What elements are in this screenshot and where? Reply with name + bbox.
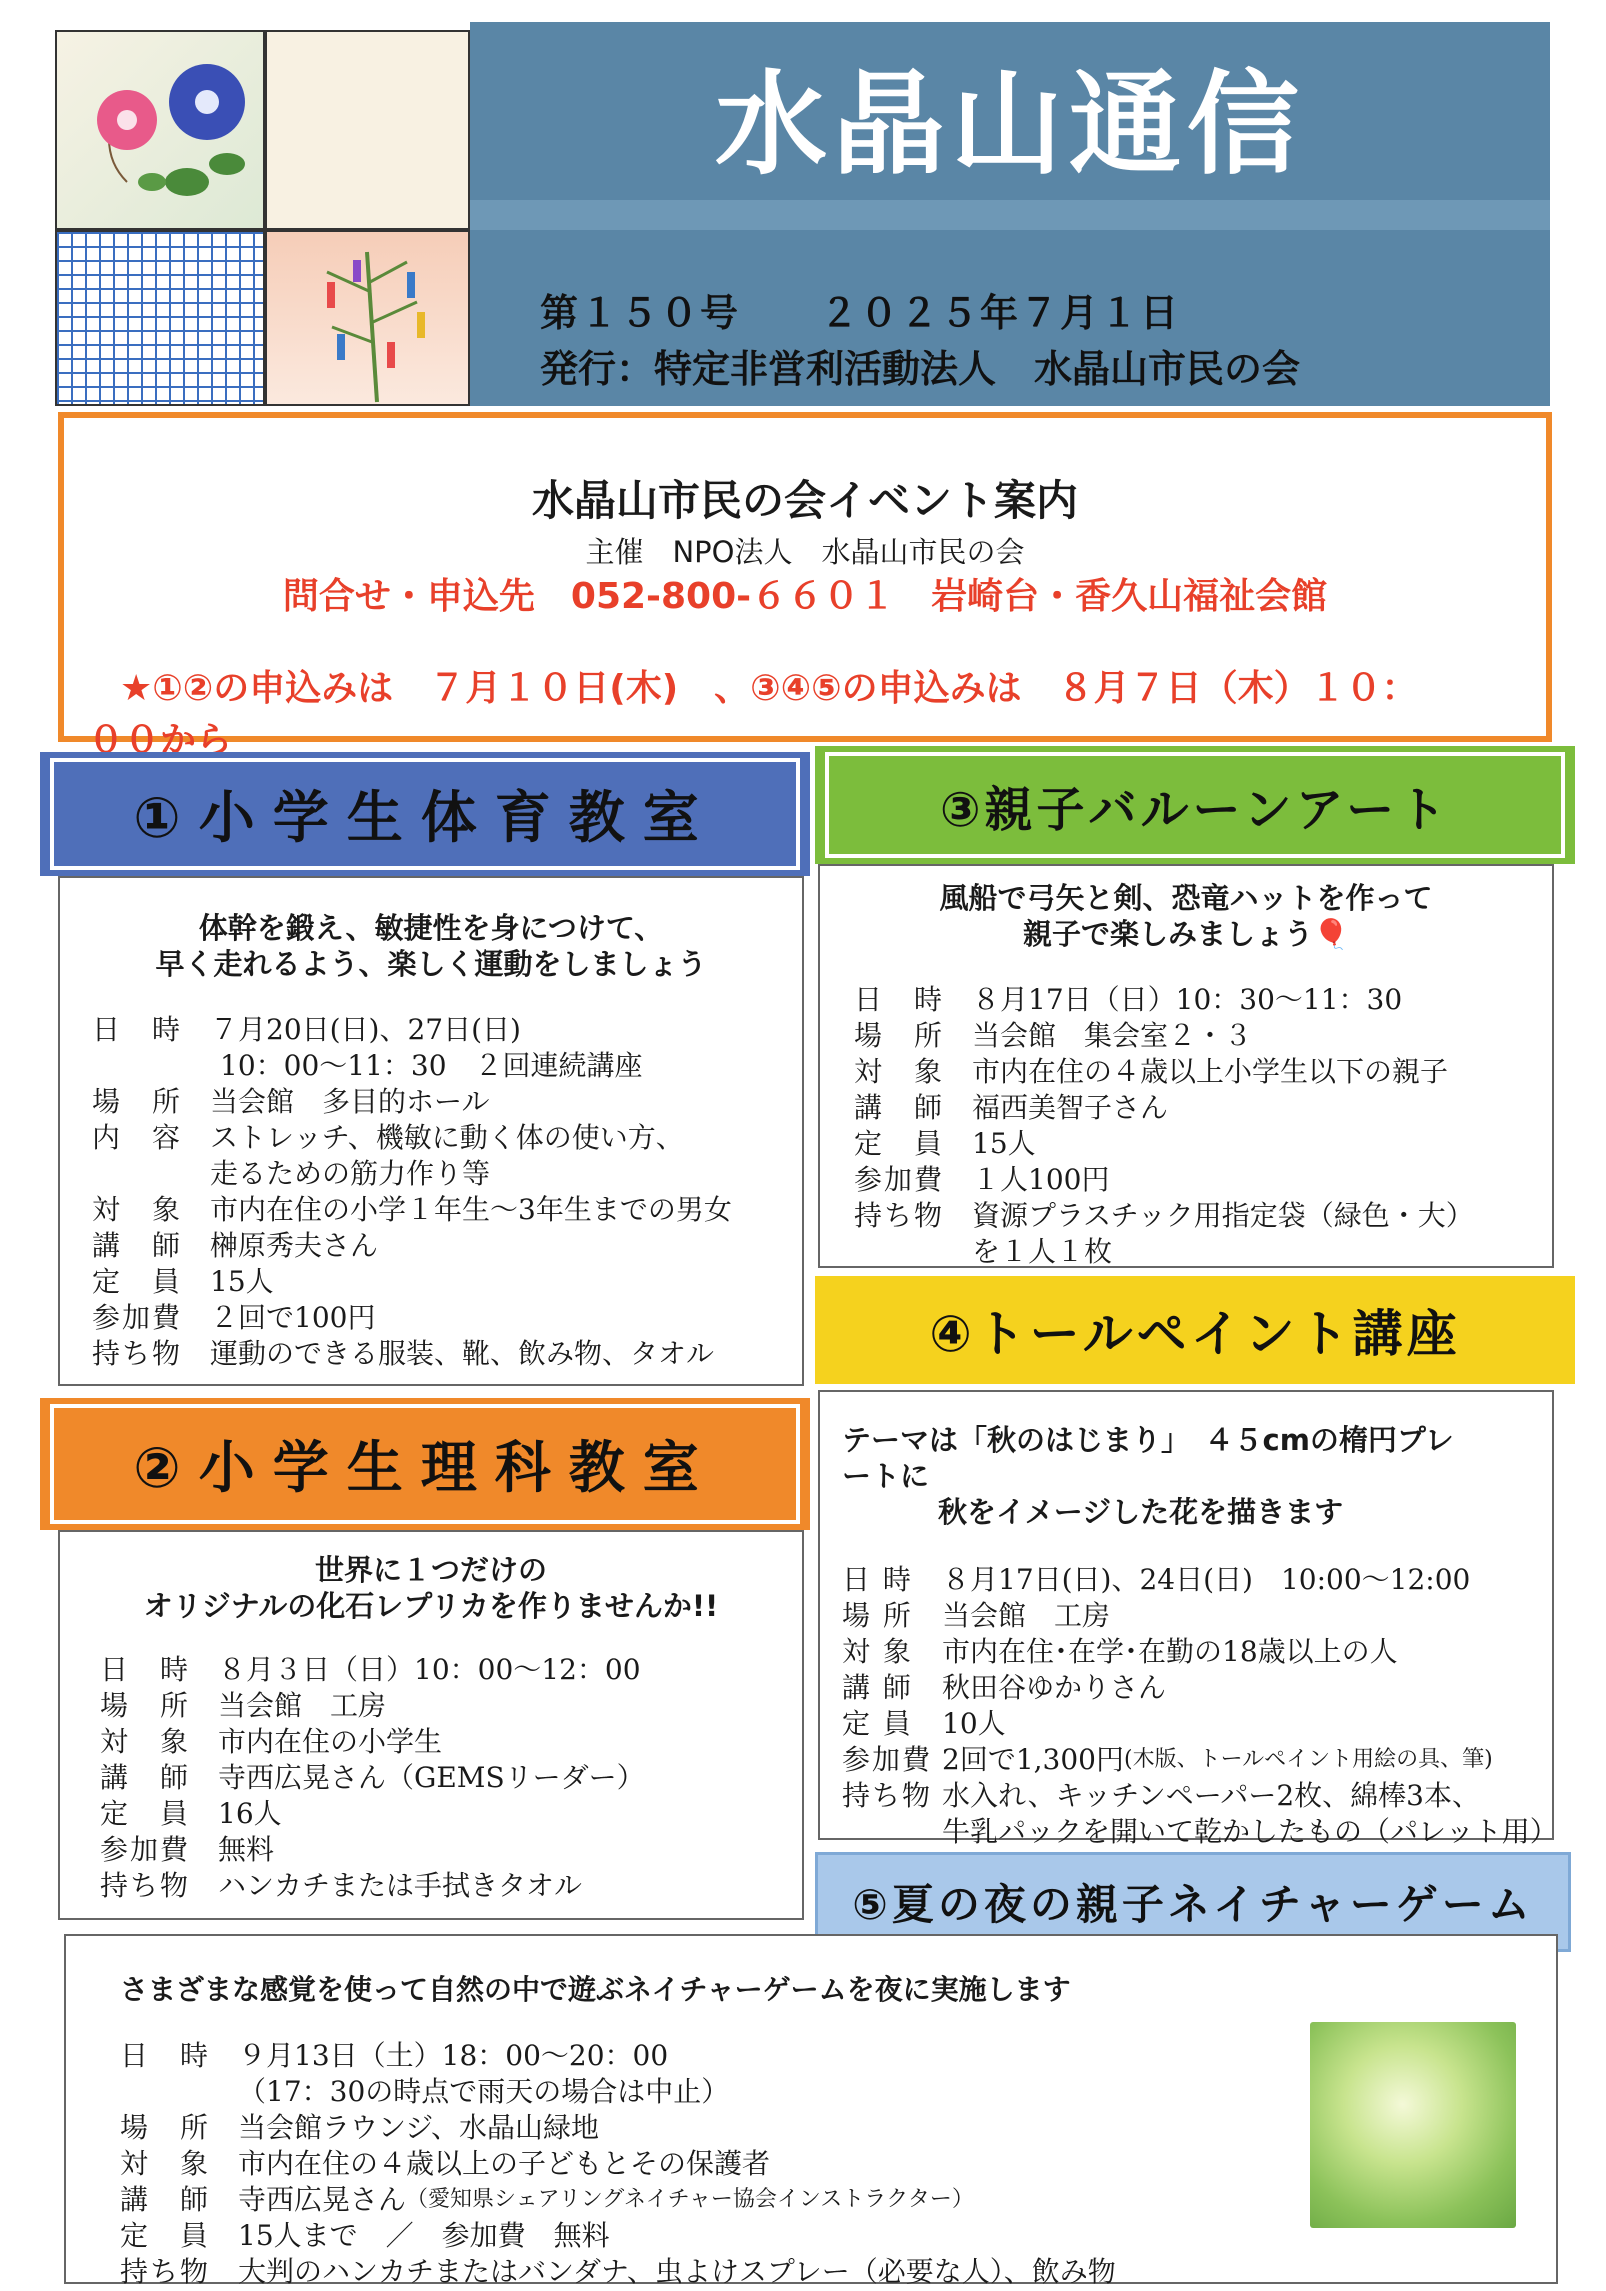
detail-row: 場 所 当会館 集会室２・３ [854,1019,1253,1052]
detail-row: 牛乳パックを開いて乾かしたもの（パレット用） [942,1815,1558,1848]
detail-row: 定 員 15人 [92,1265,274,1298]
detail-row: 対 象 市内在住の小学１年生～3年生までの男女 [92,1193,732,1226]
cream-tile [265,30,470,230]
detail-row: 参加費 １人100円 [854,1163,1110,1196]
detail-row: 対 象 市内在住の４歳以上小学生以下の親子 [854,1055,1449,1088]
detail-row: 日 時 ９月13日（土）18：00～20：00 [120,2039,669,2072]
event-4-box [818,1390,1558,1848]
detail-row: 日 時 ８月３日（日）10：00～12：00 [100,1653,641,1686]
detail-row: 場 所 当会館ラウンジ、水晶山緑地 [120,2111,600,2144]
detail-row: 講 師 寺西広晃さん （愛知県シェアリングネイチャー協会インストラクター） [120,2183,974,2216]
green-leaves-photo [1310,2022,1516,2228]
detail-row: 定 員 15人まで ／ 参加費 無料 [120,2219,610,2252]
detail-row: 内 容 ストレッチ、機敏に動く体の使い方、 [92,1121,684,1154]
detail-row: 持ち物 大判のハンカチまたはバンダナ、虫よけスプレー（必要な人）、飲み物 [120,2255,1116,2288]
detail-row: 講 師 寺西広晃さん（GEMSリーダー） [100,1761,645,1794]
detail-row: 走るための筋力作り等 [210,1157,491,1190]
event-guide-contact: 問合せ・申込先 052-800-６６０１ 岩崎台・香久山福祉会館 [282,576,1328,617]
event-5-lead: さまざまな感覚を使って自然の中で遊ぶネイチャーゲームを夜に実施します [120,1973,1071,2006]
detail-row: 場 所 当会館 工房 [100,1689,387,1722]
detail-row: 日 時 ７月20日(日)、27日(日) [92,1013,521,1046]
detail-row: （17：30の時点で雨天の場合は中止） [238,2075,730,2108]
event-4-lead: テーマは「秋のはじまり」 ４５cmの楕円プレ ートに 秋をイメージした花を描きます [842,1423,1454,1529]
detail-row: 持ち物 資源プラスチック用指定袋（緑色・大） [854,1199,1474,1232]
detail-row: 対 象 市内在住･在学･在勤の18歳以上の人 [842,1635,1398,1668]
detail-row: 定 員 10人 [842,1707,1006,1740]
publisher-line: 発行：特定非営利活動法人 水晶山市民の会 [540,347,1301,391]
detail-row: 対 象 市内在住の４歳以上の子どもとその保護者 [120,2147,771,2180]
issue-line: 第１５０号 ２０２５年７月１日 [540,291,1181,335]
event-1-lead: 体幹を鍛え、敏捷性を身につけて、 早く走れるよう、楽しく運動をしましょう [155,911,707,981]
application-note: ★①②の申込みは ７月１０日(木) 、③④⑤の申込みは ８月７日（木）１０： [120,668,1418,709]
detail-row: 定 員 16人 [100,1797,282,1830]
tanabata-illustration [265,230,470,406]
detail-row: 対 象 市内在住の小学生 [100,1725,443,1758]
detail-row: 参加費 ２回で100円 [92,1301,376,1334]
event-2-lead: 世界に１つだけの オリジナルの化石レプリカを作りませんか!! [143,1553,719,1623]
detail-row: 日 時 ８月17日(日)、24日(日) 10:00～12:00 [842,1563,1471,1596]
newsletter-title: 水晶山通信 [715,60,1305,190]
event-3-header: ③親子バルーンアート [815,746,1575,864]
event-1-header: ①小学生体育教室 [40,752,810,876]
detail-row: 持ち物 運動のできる服装、靴、飲み物、タオル [92,1337,715,1370]
detail-row: 定 員 15人 [854,1127,1036,1160]
detail-row: を１人１枚 [972,1235,1113,1268]
detail-row: 日 時 ８月17日（日）10：30～11：30 [854,983,1403,1016]
event-4-details [842,1562,1558,1850]
detail-row: 持ち物 水入れ、キッチンペーパー2枚、綿棒3本、 [842,1779,1480,1812]
blue-grid-tile [55,230,265,406]
morning-glory-illustration [55,30,265,230]
event-2-details [100,1652,802,1904]
event-guide-title: 水晶山市民の会イベント案内 [531,476,1078,525]
detail-row: 講 師 榊原秀夫さん [92,1229,379,1262]
event-guide-sponsor: 主催 NPO法人 水晶山市民の会 [585,535,1025,569]
event-5-header: ⑤夏の夜の親子ネイチャーゲーム [815,1852,1571,1952]
detail-row: 場 所 当会館 多目的ホール [92,1085,490,1118]
event-4-header: ④トールペイント講座 [815,1276,1575,1384]
detail-row: 参加費 2回で1,300円 (木版、トールペイント用絵の具、筆) [842,1743,1493,1776]
event-2-header: ②小学生理科教室 [40,1398,810,1530]
event-1-details [92,1012,802,1372]
detail-row: 講 師 秋田谷ゆかりさん [842,1671,1167,1704]
event-3-box [818,864,1554,1268]
detail-row: 10：00～11：30 ２回連続講座 [220,1049,643,1082]
event-3-lead: 風船で弓矢と剣、恐竜ハットを作って 親子で楽しみましょう🎈 [939,881,1433,951]
event-2-box [58,1530,804,1920]
application-note-cont [88,712,232,734]
detail-row: 講 師 福西美智子さん [854,1091,1169,1124]
event-1-box [58,876,804,1386]
detail-row: 持ち物 ハンカチまたは手拭きタオル [100,1869,583,1902]
detail-row: 場 所 当会館 工房 [842,1599,1111,1632]
detail-row: 参加費 無料 [100,1833,275,1866]
event-3-details [854,982,1552,1270]
